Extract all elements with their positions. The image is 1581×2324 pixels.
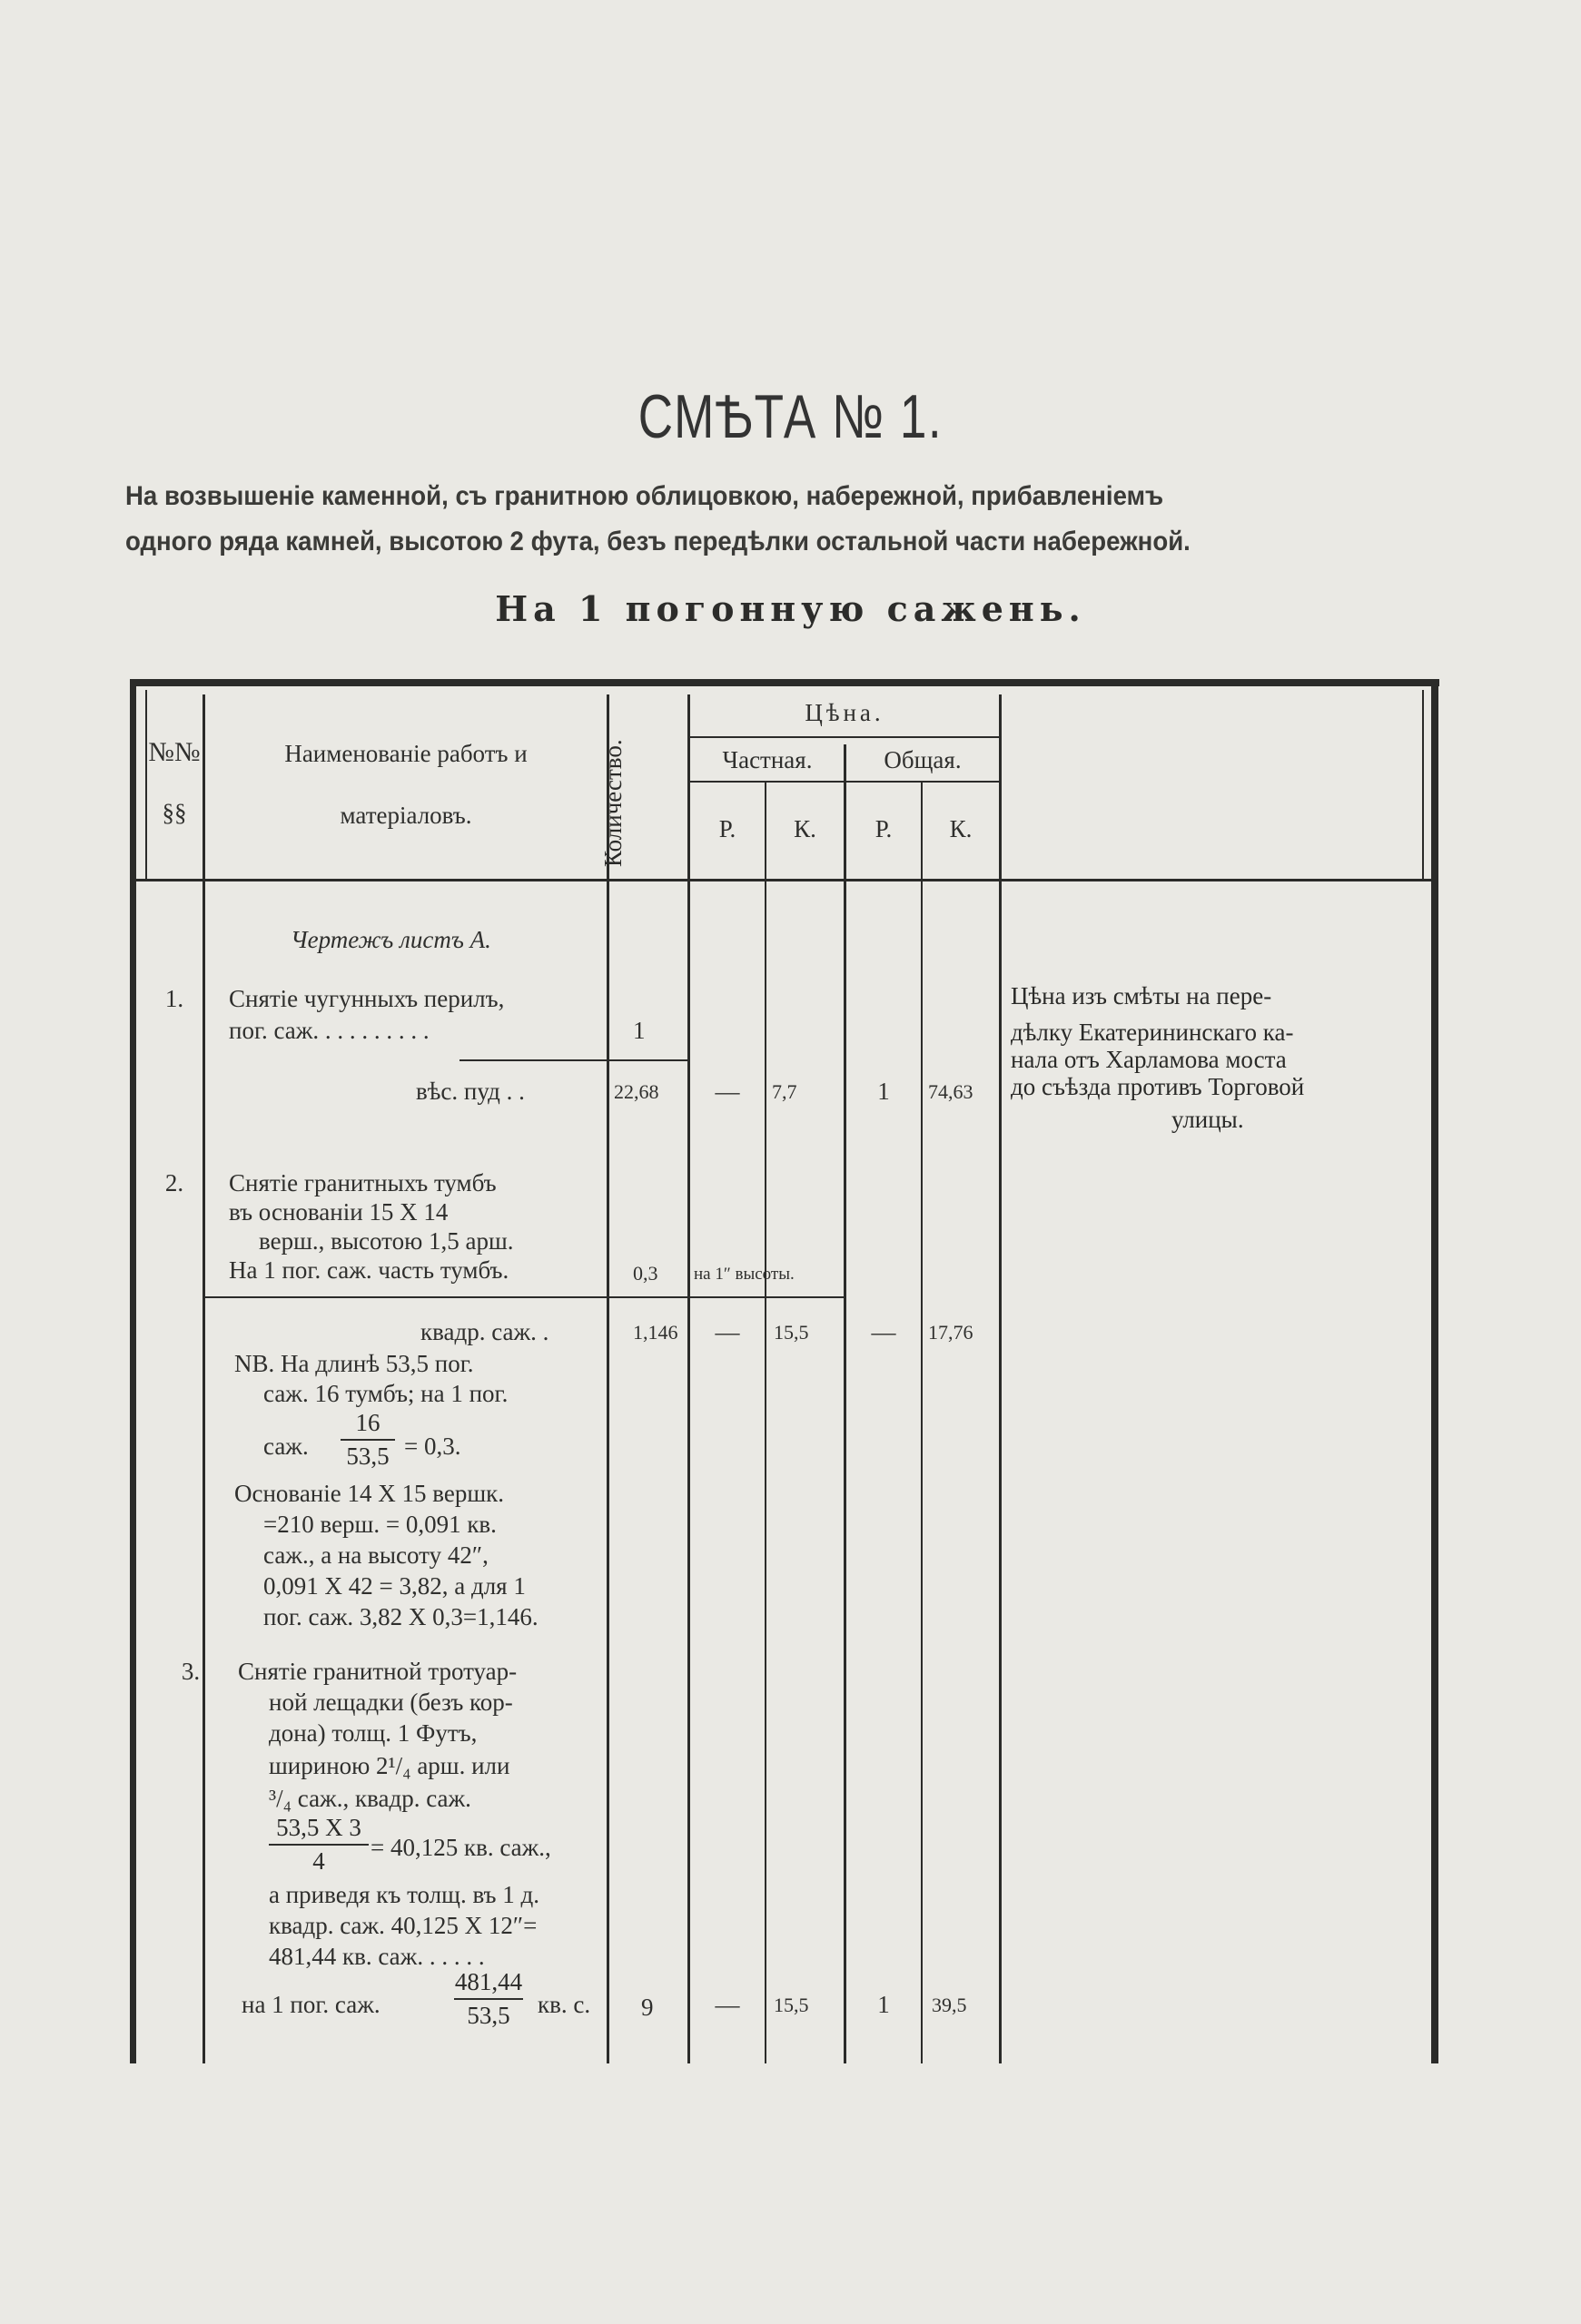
item2-base: Основаніе 14 X 15 вершк. [234, 1480, 504, 1507]
header-num: №№ [148, 737, 201, 767]
item1-r2: 1 [877, 1078, 890, 1105]
item2-fraction [341, 1409, 395, 1471]
item3-text: дона) толщ. 1 Футъ, [269, 1719, 478, 1747]
table-right-inner [1422, 690, 1424, 881]
item1-unit: вѣс. пуд . . [416, 1078, 525, 1105]
item3-text: а приведя къ толщ. въ 1 д. [269, 1881, 539, 1908]
item2-k1: 15,5 [774, 1321, 809, 1344]
header-k2: К. [949, 815, 973, 842]
item2-unit-rule [205, 1296, 846, 1298]
item2-k2: 17,76 [928, 1321, 973, 1344]
item1-k2: 74,63 [928, 1080, 973, 1103]
col-divider-private [844, 744, 846, 2063]
section-label: Чертежъ листъ А. [291, 926, 491, 953]
header-price: Цѣна. [805, 699, 884, 726]
fraction-numerator: 16 [355, 1409, 380, 1436]
col-divider-k1 [765, 781, 766, 2063]
header-name-line1: Наименованіе работъ и [284, 740, 528, 767]
item2-base: =210 верш. = 0,091 кв. [263, 1511, 497, 1538]
item3-k1: 15,5 [774, 1994, 809, 2016]
item3-num: 3. [181, 1658, 201, 1685]
col-divider-k2 [921, 781, 923, 2063]
item2-base: 0,091 X 42 = 3,82, а для 1 [263, 1572, 526, 1600]
item3-qty: 9 [641, 1994, 654, 2021]
item1-k1: 7,7 [772, 1080, 797, 1103]
header-bottom-rule [136, 879, 1431, 881]
item3-text: шириною 2¹/₄ арш. или [269, 1752, 510, 1779]
table-left-inner [145, 690, 147, 881]
header-r2: Р. [874, 815, 893, 842]
price-note-line: дѣлку Екатерининскаго ка- [1011, 1019, 1294, 1046]
item2-unit-note: на 1″ высоты. [694, 1265, 795, 1284]
item3-text: ³/₄ саж., квадр. саж. [269, 1785, 471, 1812]
item2-text: въ основаніи 15 X 14 [229, 1198, 449, 1226]
fraction-denominator: 53,5 [467, 2002, 510, 2029]
col-divider-num [203, 694, 205, 2063]
item1-text: пог. саж. . . . . . . . . . [229, 1017, 430, 1044]
item2-num: 2. [164, 1169, 184, 1196]
header-section: §§ [162, 799, 187, 826]
item1-qty: 1 [633, 1017, 646, 1044]
item3-final-fraction [454, 1968, 523, 2030]
item2-nb: саж. 16 тумбъ; на 1 пог. [263, 1380, 509, 1407]
item1-qty2: 22,68 [614, 1080, 659, 1103]
fraction-numerator: 481,44 [454, 1968, 523, 1995]
price-note-line: до съѣзда противъ Торговой [1011, 1073, 1305, 1100]
fraction-bar [341, 1439, 395, 1441]
document-title: СМѢТА № 1. [637, 382, 944, 451]
item2-r2: — [871, 1318, 896, 1345]
item3-fraction [269, 1814, 369, 1876]
header-total: Общая. [884, 746, 962, 773]
fraction-bar [269, 1844, 369, 1846]
item3-final-prefix: на 1 пог. саж. [242, 1991, 380, 2018]
fraction-denominator: 4 [312, 1847, 325, 1875]
col-divider-name [607, 694, 609, 2063]
price-note-line: Цѣна изъ смѣты на пере- [1011, 982, 1272, 1009]
item1-unit-rule [459, 1059, 688, 1061]
item2-text: На 1 пог. саж. часть тумбъ. [229, 1256, 509, 1284]
table-left-border [130, 679, 136, 2063]
item1-num: 1. [164, 985, 184, 1012]
item2-base: саж., а на высоту 42″, [263, 1541, 489, 1569]
header-r1: Р. [718, 815, 736, 842]
table-right-border [1431, 679, 1438, 2063]
item3-k2: 39,5 [932, 1994, 967, 2016]
item2-base: пог. саж. 3,82 X 0,3=1,146. [263, 1603, 539, 1630]
item1-r1: — [715, 1078, 740, 1105]
subtitle-line-2: одного ряда камней, высотою 2 фута, безъ передѣлки остальной части набережной. [125, 527, 1191, 556]
price-header-rule [690, 736, 999, 738]
item3-text: ной лещадки (безъ кор- [269, 1689, 513, 1716]
item2-unit: квадр. саж. . [420, 1318, 549, 1345]
item1-text: Снятіе чугунныхъ перилъ, [229, 985, 505, 1012]
item2-qty: 0,3 [633, 1262, 658, 1285]
fraction-denominator: 53,5 [346, 1443, 390, 1470]
item3-text: Снятіе гранитной тротуар- [238, 1658, 518, 1685]
col-divider-qty [687, 694, 690, 2063]
item3-frac-result: = 40,125 кв. саж., [371, 1834, 551, 1861]
item3-final-suffix: кв. с. [538, 1991, 591, 2018]
item2-text: верш., высотою 1,5 арш. [259, 1227, 514, 1255]
fraction-bar [454, 1998, 523, 2000]
item2-qty2: 1,146 [633, 1321, 678, 1344]
item3-text: квадр. саж. 40,125 X 12″= [269, 1912, 538, 1939]
fraction-numerator: 53,5 X 3 [276, 1814, 361, 1841]
per-unit-heading: На 1 погонную сажень. [495, 588, 1086, 629]
header-k1: К. [794, 815, 816, 842]
price-note-line: нала отъ Харламова моста [1011, 1046, 1287, 1073]
item2-r1: — [715, 1318, 740, 1345]
header-quantity: Количество. [599, 739, 627, 867]
subtitle-line-1: На возвышеніе каменной, съ гранитною облицовкою, набережной, прибавленіемъ [125, 481, 1164, 511]
item2-frac-prefix: саж. [263, 1433, 309, 1460]
header-private: Частная. [722, 746, 813, 773]
col-divider-total [999, 694, 1002, 2063]
item2-text: Снятіе гранитныхъ тумбъ [229, 1169, 497, 1196]
item3-r2: 1 [877, 1991, 890, 2018]
table-top-border [130, 679, 1439, 686]
item2-nb: NB. На длинѣ 53,5 пог. [234, 1350, 474, 1377]
item3-text: 481,44 кв. саж. . . . . . [269, 1943, 485, 1970]
header-name-line2: матеріаловъ. [340, 802, 472, 829]
price-note-line: улицы. [1171, 1106, 1244, 1133]
item3-r1: — [715, 1991, 740, 2018]
item2-frac-result: = 0,3. [404, 1433, 461, 1460]
price-subheader-rule [690, 781, 999, 783]
